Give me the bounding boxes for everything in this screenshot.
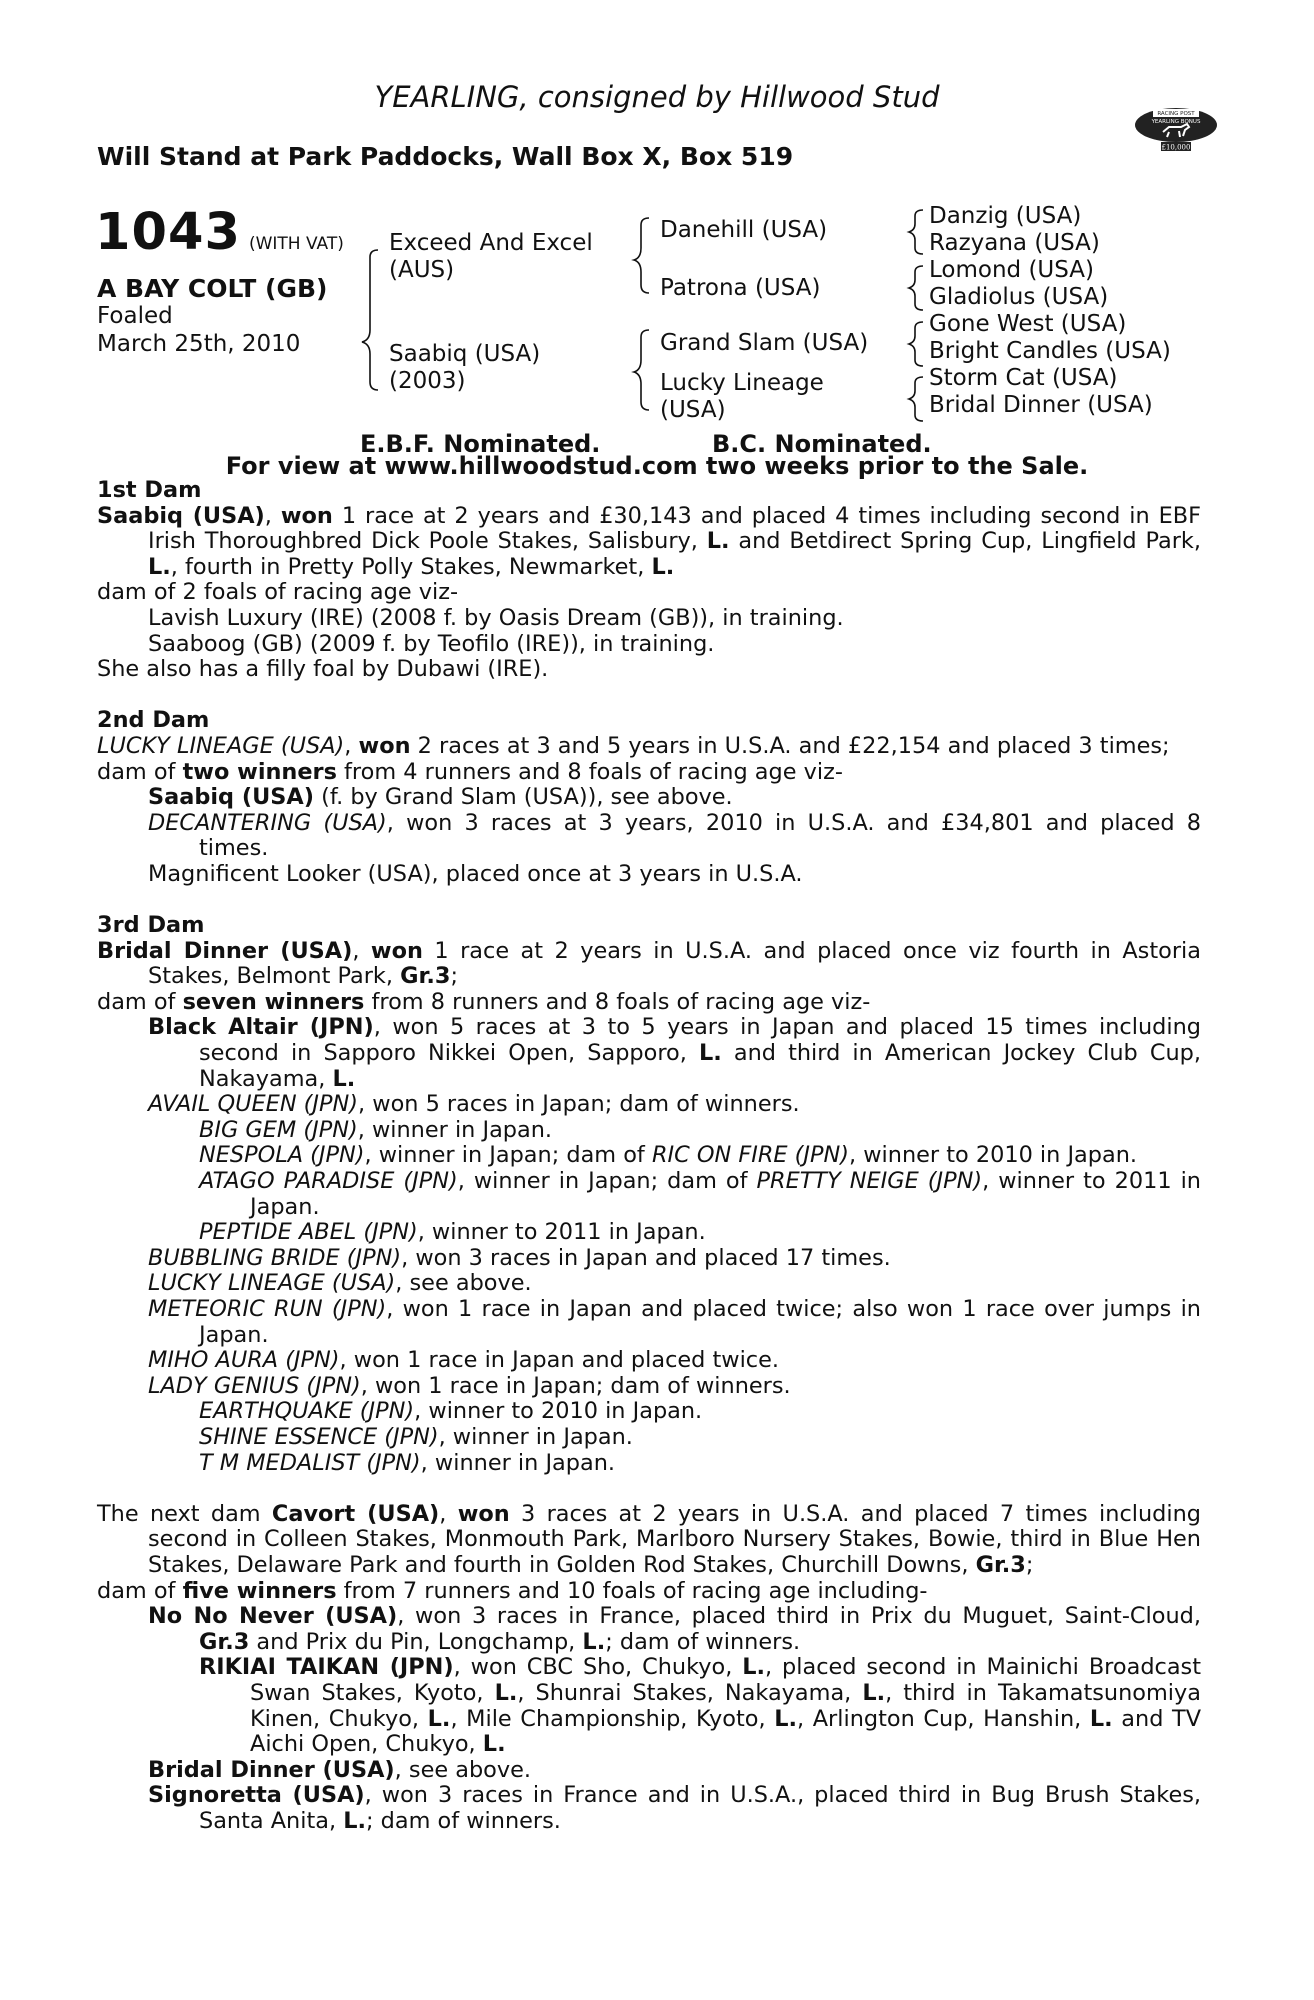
- gg-3: Lomond (USA): [929, 257, 1094, 283]
- pedigree-dam-dam: Lucky Lineage (USA): [660, 370, 824, 423]
- list-item: LADY GENIUS (JPN), won 1 race in Japan; dam of winners.: [148, 1372, 791, 1399]
- badge-top-text: RACING POST: [1157, 111, 1195, 117]
- list-item: NESPOLA (JPN), winner in Japan; dam of RIC ON FIRE (JPN), winner to 2010 in Japan.: [199, 1142, 1138, 1169]
- brace-sire-dam: [362, 250, 378, 390]
- brace-gg-2: [909, 266, 923, 310]
- list-item: No No Never (USA), won 3 races in France, placed third in Prix du Muguet, Saint-Cloud, Gr.3 and Prix du Pin, Longchamp, L.; dam of winners.: [148, 1603, 1201, 1655]
- list-item: METEORIC RUN (JPN), won 1 race in Japan and placed twice; also won 1 race over jumps in Japan.: [148, 1296, 1201, 1348]
- pedigree-sire-dam: Patrona (USA): [660, 275, 821, 301]
- gg-4: Gladiolus (USA): [929, 284, 1109, 310]
- pedigree-dam: Saabiq (USA) (2003): [389, 341, 541, 394]
- catalogue-body: [97, 478, 1201, 1834]
- list-item: DECANTERING (USA), won 3 races at 3 years, 2010 in U.S.A. and £34,801 and placed 8 times.: [148, 809, 1201, 862]
- second-dam-heading: 2nd Dam: [97, 707, 210, 734]
- stand-location: Will Stand at Park Paddocks, Wall Box X, Box 519: [97, 142, 794, 171]
- gg-2: Razyana (USA): [929, 230, 1100, 256]
- list-item: Signoretta (USA), won 3 races in France and in U.S.A., placed third in Bug Brush Stakes, Santa Anita, L.; dam of winners.: [148, 1782, 1201, 1834]
- third-dam-produce-intro: dam of seven winners from 8 runners and 8 foals of racing age viz-: [97, 988, 871, 1015]
- brace-sire-line: [634, 218, 649, 293]
- list-item: Saabiq (USA) (f. by Grand Slam (USA)), see above.: [148, 784, 733, 811]
- brace-gg-1: [909, 210, 923, 254]
- list-item: T M MEDALIST (JPN), winner in Japan.: [199, 1449, 616, 1476]
- list-item: LUCKY LINEAGE (USA), see above.: [148, 1270, 532, 1297]
- gg-6: Bright Candles (USA): [929, 338, 1171, 364]
- list-item: Bridal Dinner (USA), see above.: [148, 1756, 532, 1783]
- list-item: MIHO AURA (JPN), won 1 race in Japan and placed twice.: [148, 1347, 780, 1374]
- list-item: Saaboog (GB) (2009 f. by Teofilo (IRE)), in training.: [148, 630, 715, 657]
- vat-note: (WITH VAT): [248, 234, 344, 254]
- pedigree-dam-sire: Grand Slam (USA): [660, 330, 869, 356]
- list-item: EARTHQUAKE (JPN), winner to 2010 in Japan.: [199, 1398, 703, 1425]
- gg-5: Gone West (USA): [929, 311, 1127, 337]
- list-item: AVAIL QUEEN (JPN), won 5 races in Japan; dam of winners.: [148, 1091, 800, 1118]
- view-note: For view at www.hillwoodstud.com two weeks prior to the Sale.: [225, 452, 1089, 480]
- list-item: SHINE ESSENCE (JPN), winner in Japan.: [199, 1423, 633, 1450]
- second-dam-produce-intro: dam of two winners from 4 runners and 8 foals of racing age viz-: [97, 758, 843, 785]
- next-dam-record: The next dam Cavort (USA), won 3 races at 2 years in U.S.A. and placed 7 times including second in Colleen Stakes, Monmouth Park, Marlboro Nursery Stakes, Bowie, third in Blue Hen Stakes, Delaware Park and fourth in Golden Rod Stakes, Churchill Downs, Gr.3;: [97, 1500, 1201, 1578]
- lot-name: A BAY COLT (GB): [97, 274, 328, 303]
- list-item: BIG GEM (JPN), winner in Japan.: [199, 1116, 553, 1143]
- badge-middle-text: YEARLING BONUS: [1151, 119, 1201, 125]
- lot-number: 1043 (WITH VAT): [95, 203, 344, 262]
- brace-gg-4: [909, 377, 923, 421]
- first-dam-produce-intro: dam of 2 foals of racing age viz-: [97, 579, 459, 606]
- list-item: Black Altair (JPN), won 5 races at 3 to 5 years in Japan and placed 15 times including second in Sapporo Nikkei Open, Sapporo, L. and third in American Jockey Club Cup, Nakayama, L.: [148, 1014, 1201, 1092]
- gg-8: Bridal Dinner (USA): [929, 392, 1153, 418]
- pedigree-great-grandparents: [929, 203, 1171, 419]
- first-dam-note: She also has a filly foal by Dubawi (IRE).: [97, 656, 549, 683]
- third-dam-record: Bridal Dinner (USA), won 1 race at 2 years in U.S.A. and placed once viz fourth in Astoria Stakes, Belmont Park, Gr.3;: [97, 937, 1201, 990]
- foaled-info: Foaled March 25th, 2010: [97, 303, 301, 357]
- second-dam-record: LUCKY LINEAGE (USA), won 2 races at 3 and 5 years in U.S.A. and £22,154 and placed 3 times;: [97, 732, 1170, 759]
- list-item: RIKIAI TAIKAN (JPN), won CBC Sho, Chukyo, L., placed second in Mainichi Broadcast Swan Stakes, Kyoto, L., Shunrai Stakes, Nakayama, L., third in Takamatsunomiya Kinen, Chukyo, L., Mile Championship, Kyoto, L., Arlington Cup, Hanshin, L. and TV Aichi Open, Chukyo, L.: [199, 1654, 1202, 1758]
- bc-nominated: B.C. Nominated.: [712, 430, 932, 458]
- pedigree-sire-sire: Danehill (USA): [660, 217, 828, 243]
- first-dam-record: Saabiq (USA), won 1 race at 2 years and £30,143 and placed 4 times including second in EBF Irish Thoroughbred Dick Poole Stakes, Salisbury, L. and Betdirect Spring Cup, Lingfield Park, L., fourth in Pretty Polly Stakes, Newmarket, L.: [97, 502, 1201, 580]
- ebf-nominated: E.B.F. Nominated.: [360, 430, 601, 458]
- catalogue-title: YEARLING, consigned by Hillwood Stud: [374, 80, 940, 114]
- list-item: Magnificent Looker (USA), placed once at 3 years in U.S.A.: [148, 860, 803, 887]
- next-dam-produce-intro: dam of five winners from 7 runners and 10 foals of racing age including-: [97, 1577, 928, 1604]
- third-dam-heading: 3rd Dam: [97, 912, 205, 939]
- gg-7: Storm Cat (USA): [929, 365, 1118, 391]
- list-item: Lavish Luxury (IRE) (2008 f. by Oasis Dream (GB)), in training.: [148, 604, 844, 631]
- pedigree-sire: Exceed And Excel (AUS): [389, 230, 593, 283]
- brace-dam-line: [634, 330, 649, 410]
- list-item: PEPTIDE ABEL (JPN), winner to 2011 in Japan.: [199, 1219, 706, 1246]
- list-item: BUBBLING BRIDE (JPN), won 3 races in Japan and placed 17 times.: [148, 1244, 891, 1271]
- gg-1: Danzig (USA): [929, 203, 1082, 229]
- list-item: ATAGO PARADISE (JPN), winner in Japan; dam of PRETTY NEIGE (JPN), winner to 2011 in Japan.: [199, 1168, 1202, 1220]
- brace-gg-3: [909, 322, 923, 366]
- badge-bottom-text: £10,000: [1161, 143, 1191, 152]
- first-dam-heading: 1st Dam: [97, 477, 202, 503]
